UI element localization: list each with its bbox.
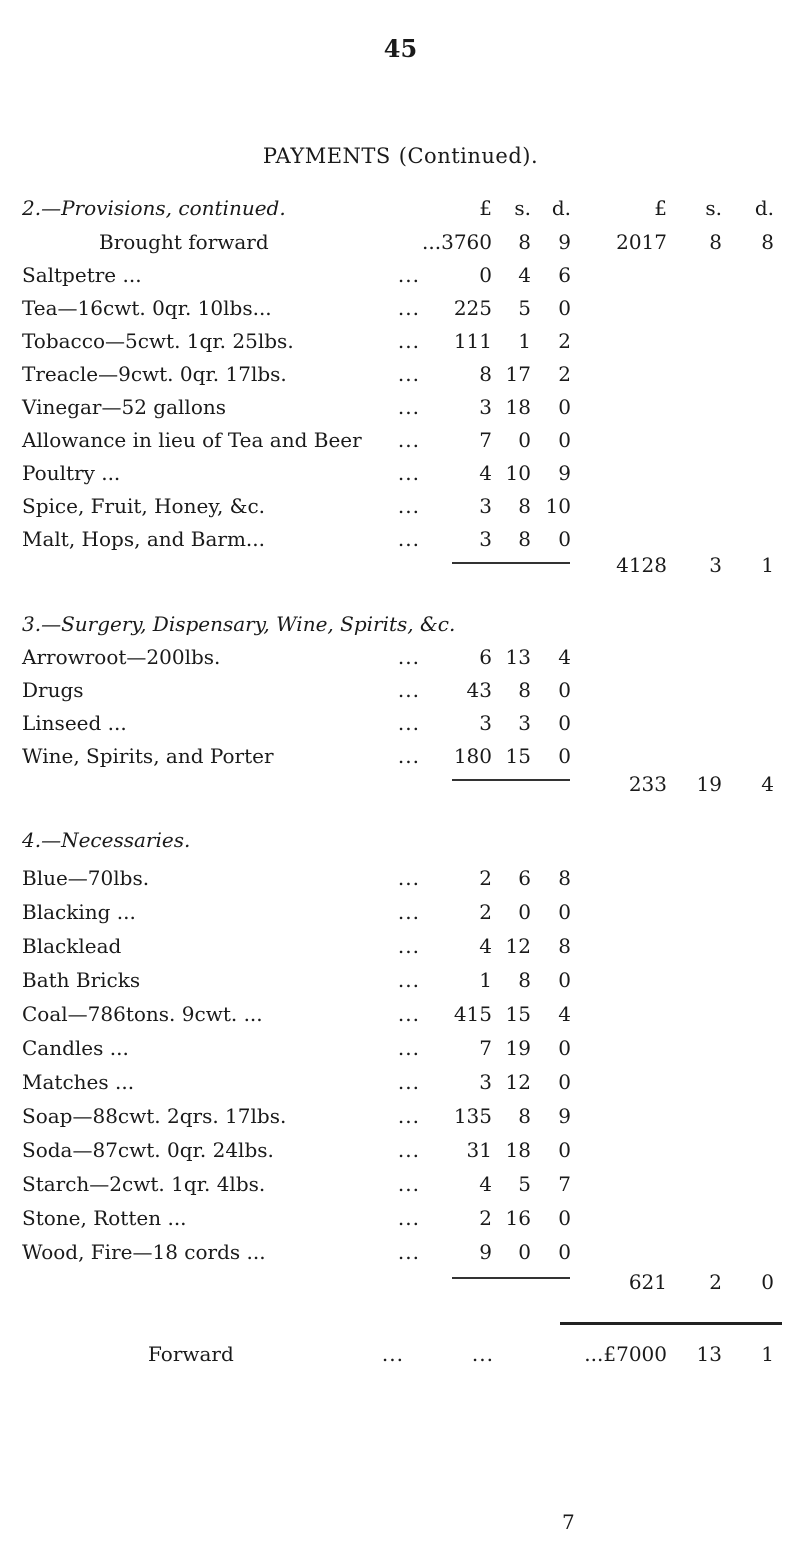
table-row xyxy=(0,866,801,900)
item-pence: 0 xyxy=(558,296,571,320)
item-label: Saltpetre ... xyxy=(22,263,142,287)
table-row xyxy=(0,1240,801,1274)
table-row xyxy=(0,1206,801,1240)
forward-leader-2: ... xyxy=(471,1342,494,1366)
brought-forward-pounds: ...3760 xyxy=(422,230,492,254)
table-row xyxy=(0,428,801,462)
item-shillings: 15 xyxy=(505,1002,531,1026)
brought-forward-total-pounds: 2017 xyxy=(616,230,667,254)
item-label: Blue—70lbs. xyxy=(22,866,150,890)
item-label: Allowance in lieu of Tea and Beer xyxy=(22,428,362,452)
table-row xyxy=(0,362,801,396)
item-shillings: 18 xyxy=(505,1138,531,1162)
item-leader: ... xyxy=(397,968,420,992)
item-shillings: 3 xyxy=(518,711,531,735)
item-pounds: 2 xyxy=(479,900,492,924)
item-shillings: 8 xyxy=(518,494,531,518)
item-leader: ... xyxy=(397,1036,420,1060)
section-total-pence: 1 xyxy=(761,553,774,577)
item-shillings: 12 xyxy=(505,1070,531,1094)
item-label: Bath Bricks xyxy=(22,968,141,992)
item-label: Matches ... xyxy=(22,1070,135,1094)
item-leader: ... xyxy=(397,296,420,320)
item-leader: ... xyxy=(397,1138,420,1162)
section-title-row xyxy=(0,828,801,862)
item-label: Vinegar—52 gallons xyxy=(22,395,227,419)
item-label: Wine, Spirits, and Porter xyxy=(22,744,274,768)
item-label: Blacking ... xyxy=(22,900,136,924)
section-total-pounds: 621 xyxy=(628,1270,667,1294)
item-label: Arrowroot—200lbs. xyxy=(22,645,221,669)
item-label: Wood, Fire—18 cords ... xyxy=(22,1240,266,1264)
item-label: Blacklead xyxy=(22,934,122,958)
column-header-row xyxy=(0,196,801,230)
item-leader: ... xyxy=(397,494,420,518)
item-pence: 0 xyxy=(558,395,571,419)
table-row xyxy=(0,1070,801,1104)
item-pence: 4 xyxy=(558,1002,571,1026)
section-title-necessaries: 4.—Necessaries. xyxy=(22,828,191,852)
item-label: Coal—786tons. 9cwt. ... xyxy=(22,1002,263,1026)
col-total-shilling: s. xyxy=(705,196,722,220)
item-leader: ... xyxy=(397,428,420,452)
footer-number: 7 xyxy=(562,1510,575,1534)
section-total-pounds: 233 xyxy=(628,772,667,796)
grand-total-rule xyxy=(560,1322,782,1325)
item-shillings: 5 xyxy=(518,296,531,320)
item-shillings: 5 xyxy=(518,1172,531,1196)
col-pence: d. xyxy=(551,196,571,220)
item-shillings: 8 xyxy=(518,678,531,702)
table-row xyxy=(0,1002,801,1036)
forward-leader-1: ... xyxy=(381,1342,404,1366)
item-pence: 2 xyxy=(558,329,571,353)
item-pence: 7 xyxy=(558,1172,571,1196)
forward-pounds: ...£7000 xyxy=(584,1342,667,1366)
item-pounds: 135 xyxy=(453,1104,492,1128)
item-pence: 9 xyxy=(558,461,571,485)
item-leader: ... xyxy=(397,1240,420,1264)
section-total-pounds: 4128 xyxy=(616,553,667,577)
section-total-pence: 0 xyxy=(761,1270,774,1294)
item-shillings: 8 xyxy=(518,527,531,551)
section-total-shillings: 2 xyxy=(709,1270,722,1294)
forward-label: Forward xyxy=(148,1342,234,1366)
item-shillings: 19 xyxy=(505,1036,531,1060)
table-row xyxy=(0,678,801,712)
item-leader: ... xyxy=(397,744,420,768)
table-row xyxy=(0,645,801,679)
item-leader: ... xyxy=(397,934,420,958)
brought-forward-total-pence: 8 xyxy=(761,230,774,254)
item-pence: 0 xyxy=(558,1206,571,1230)
item-pence: 0 xyxy=(558,428,571,452)
table-row xyxy=(0,263,801,297)
item-label: Soda—87cwt. 0qr. 24lbs. xyxy=(22,1138,274,1162)
section-total-row xyxy=(0,1270,801,1304)
item-shillings: 0 xyxy=(518,428,531,452)
item-leader: ... xyxy=(397,1104,420,1128)
item-pence: 9 xyxy=(558,1104,571,1128)
item-pounds: 9 xyxy=(479,1240,492,1264)
item-pence: 10 xyxy=(545,494,571,518)
item-leader: ... xyxy=(397,1172,420,1196)
brought-forward-shillings: 8 xyxy=(518,230,531,254)
item-shillings: 0 xyxy=(518,1240,531,1264)
item-pence: 0 xyxy=(558,1036,571,1060)
item-pence: 4 xyxy=(558,645,571,669)
table-row xyxy=(0,900,801,934)
item-leader: ... xyxy=(397,1070,420,1094)
forward-shillings: 13 xyxy=(696,1342,722,1366)
item-label: Tobacco—5cwt. 1qr. 25lbs. xyxy=(22,329,294,353)
item-pence: 0 xyxy=(558,744,571,768)
item-pounds: 4 xyxy=(479,934,492,958)
table-row xyxy=(0,329,801,363)
table-row xyxy=(0,934,801,968)
col-total-pence: d. xyxy=(754,196,774,220)
table-row xyxy=(0,711,801,745)
table-row xyxy=(0,1172,801,1206)
item-label: Stone, Rotten ... xyxy=(22,1206,187,1230)
item-pounds: 415 xyxy=(453,1002,492,1026)
item-shillings: 18 xyxy=(505,395,531,419)
item-shillings: 10 xyxy=(505,461,531,485)
item-shillings: 6 xyxy=(518,866,531,890)
item-shillings: 17 xyxy=(505,362,531,386)
section-total-shillings: 3 xyxy=(709,553,722,577)
item-label: Tea—16cwt. 0qr. 10lbs... xyxy=(22,296,272,320)
table-row xyxy=(0,296,801,330)
item-pence: 0 xyxy=(558,678,571,702)
item-leader: ... xyxy=(397,1206,420,1230)
item-pounds: 7 xyxy=(479,1036,492,1060)
item-leader: ... xyxy=(397,461,420,485)
item-pounds: 31 xyxy=(466,1138,492,1162)
item-pounds: 3 xyxy=(479,395,492,419)
item-label: Spice, Fruit, Honey, &c. xyxy=(22,494,266,518)
page-heading xyxy=(0,144,801,168)
item-pence: 2 xyxy=(558,362,571,386)
section-total-shillings: 19 xyxy=(696,772,722,796)
item-pence: 0 xyxy=(558,711,571,735)
item-label: Starch—2cwt. 1qr. 4lbs. xyxy=(22,1172,266,1196)
heading-title: PAYMENTS xyxy=(262,144,391,168)
item-label: Poultry ... xyxy=(22,461,121,485)
item-leader: ... xyxy=(397,711,420,735)
item-shillings: 8 xyxy=(518,1104,531,1128)
brought-forward-row xyxy=(0,230,801,264)
col-total-pound: £ xyxy=(654,196,667,220)
table-row xyxy=(0,968,801,1002)
item-leader: ... xyxy=(397,866,420,890)
item-shillings: 8 xyxy=(518,968,531,992)
item-shillings: 0 xyxy=(518,900,531,924)
item-pounds: 111 xyxy=(453,329,492,353)
item-leader: ... xyxy=(397,678,420,702)
item-leader: ... xyxy=(397,527,420,551)
col-shilling: s. xyxy=(514,196,531,220)
heading-subtitle: (Continued). xyxy=(398,144,539,168)
item-pence: 8 xyxy=(558,866,571,890)
item-pence: 6 xyxy=(558,263,571,287)
item-pounds: 225 xyxy=(453,296,492,320)
item-pence: 0 xyxy=(558,1138,571,1162)
item-label: Candles ... xyxy=(22,1036,129,1060)
item-pounds: 43 xyxy=(466,678,492,702)
item-pounds: 2 xyxy=(479,866,492,890)
item-leader: ... xyxy=(397,329,420,353)
item-pounds: 4 xyxy=(479,1172,492,1196)
item-pounds: 180 xyxy=(453,744,492,768)
item-pounds: 2 xyxy=(479,1206,492,1230)
table-row xyxy=(0,1104,801,1138)
section-title-row xyxy=(0,612,801,646)
table-row xyxy=(0,461,801,495)
item-shillings: 1 xyxy=(518,329,531,353)
table-row xyxy=(0,1138,801,1172)
item-leader: ... xyxy=(397,900,420,924)
forward-row xyxy=(0,1342,801,1376)
item-pounds: 6 xyxy=(479,645,492,669)
item-label: Treacle—9cwt. 0qr. 17lbs. xyxy=(22,362,287,386)
item-pounds: 3 xyxy=(479,711,492,735)
item-shillings: 15 xyxy=(505,744,531,768)
item-leader: ... xyxy=(397,362,420,386)
item-pounds: 3 xyxy=(479,1070,492,1094)
item-pence: 0 xyxy=(558,527,571,551)
section-title-surgery: 3.—Surgery, Dispensary, Wine, Spirits, &c. xyxy=(22,612,456,636)
item-pounds: 3 xyxy=(479,527,492,551)
item-pence: 0 xyxy=(558,900,571,924)
item-leader: ... xyxy=(397,263,420,287)
brought-forward-label: Brought forward xyxy=(99,230,269,254)
item-label: Malt, Hops, and Barm... xyxy=(22,527,265,551)
item-pounds: 3 xyxy=(479,494,492,518)
page-number: 45 xyxy=(383,34,418,63)
item-pence: 0 xyxy=(558,968,571,992)
brought-forward-total-shillings: 8 xyxy=(709,230,722,254)
section-total-row xyxy=(0,553,801,587)
item-pounds: 4 xyxy=(479,461,492,485)
item-pounds: 1 xyxy=(479,968,492,992)
table-row xyxy=(0,1036,801,1070)
item-pence: 8 xyxy=(558,934,571,958)
item-leader: ... xyxy=(397,1002,420,1026)
item-shillings: 12 xyxy=(505,934,531,958)
item-shillings: 13 xyxy=(505,645,531,669)
item-leader: ... xyxy=(397,645,420,669)
table-row xyxy=(0,494,801,528)
col-pound: £ xyxy=(479,196,492,220)
brought-forward-pence: 9 xyxy=(558,230,571,254)
section-total-row xyxy=(0,772,801,806)
item-pence: 0 xyxy=(558,1070,571,1094)
item-label: Linseed ... xyxy=(22,711,127,735)
item-pounds: 7 xyxy=(479,428,492,452)
item-pounds: 8 xyxy=(479,362,492,386)
item-label: Drugs xyxy=(22,678,84,702)
item-leader: ... xyxy=(397,395,420,419)
item-shillings: 4 xyxy=(518,263,531,287)
item-pounds: 0 xyxy=(479,263,492,287)
item-pence: 0 xyxy=(558,1240,571,1264)
forward-pence: 1 xyxy=(761,1342,774,1366)
item-shillings: 16 xyxy=(505,1206,531,1230)
section-total-pence: 4 xyxy=(761,772,774,796)
section-title-provisions: 2.—Provisions, continued. xyxy=(22,196,286,220)
item-label: Soap—88cwt. 2qrs. 17lbs. xyxy=(22,1104,287,1128)
table-row xyxy=(0,395,801,429)
